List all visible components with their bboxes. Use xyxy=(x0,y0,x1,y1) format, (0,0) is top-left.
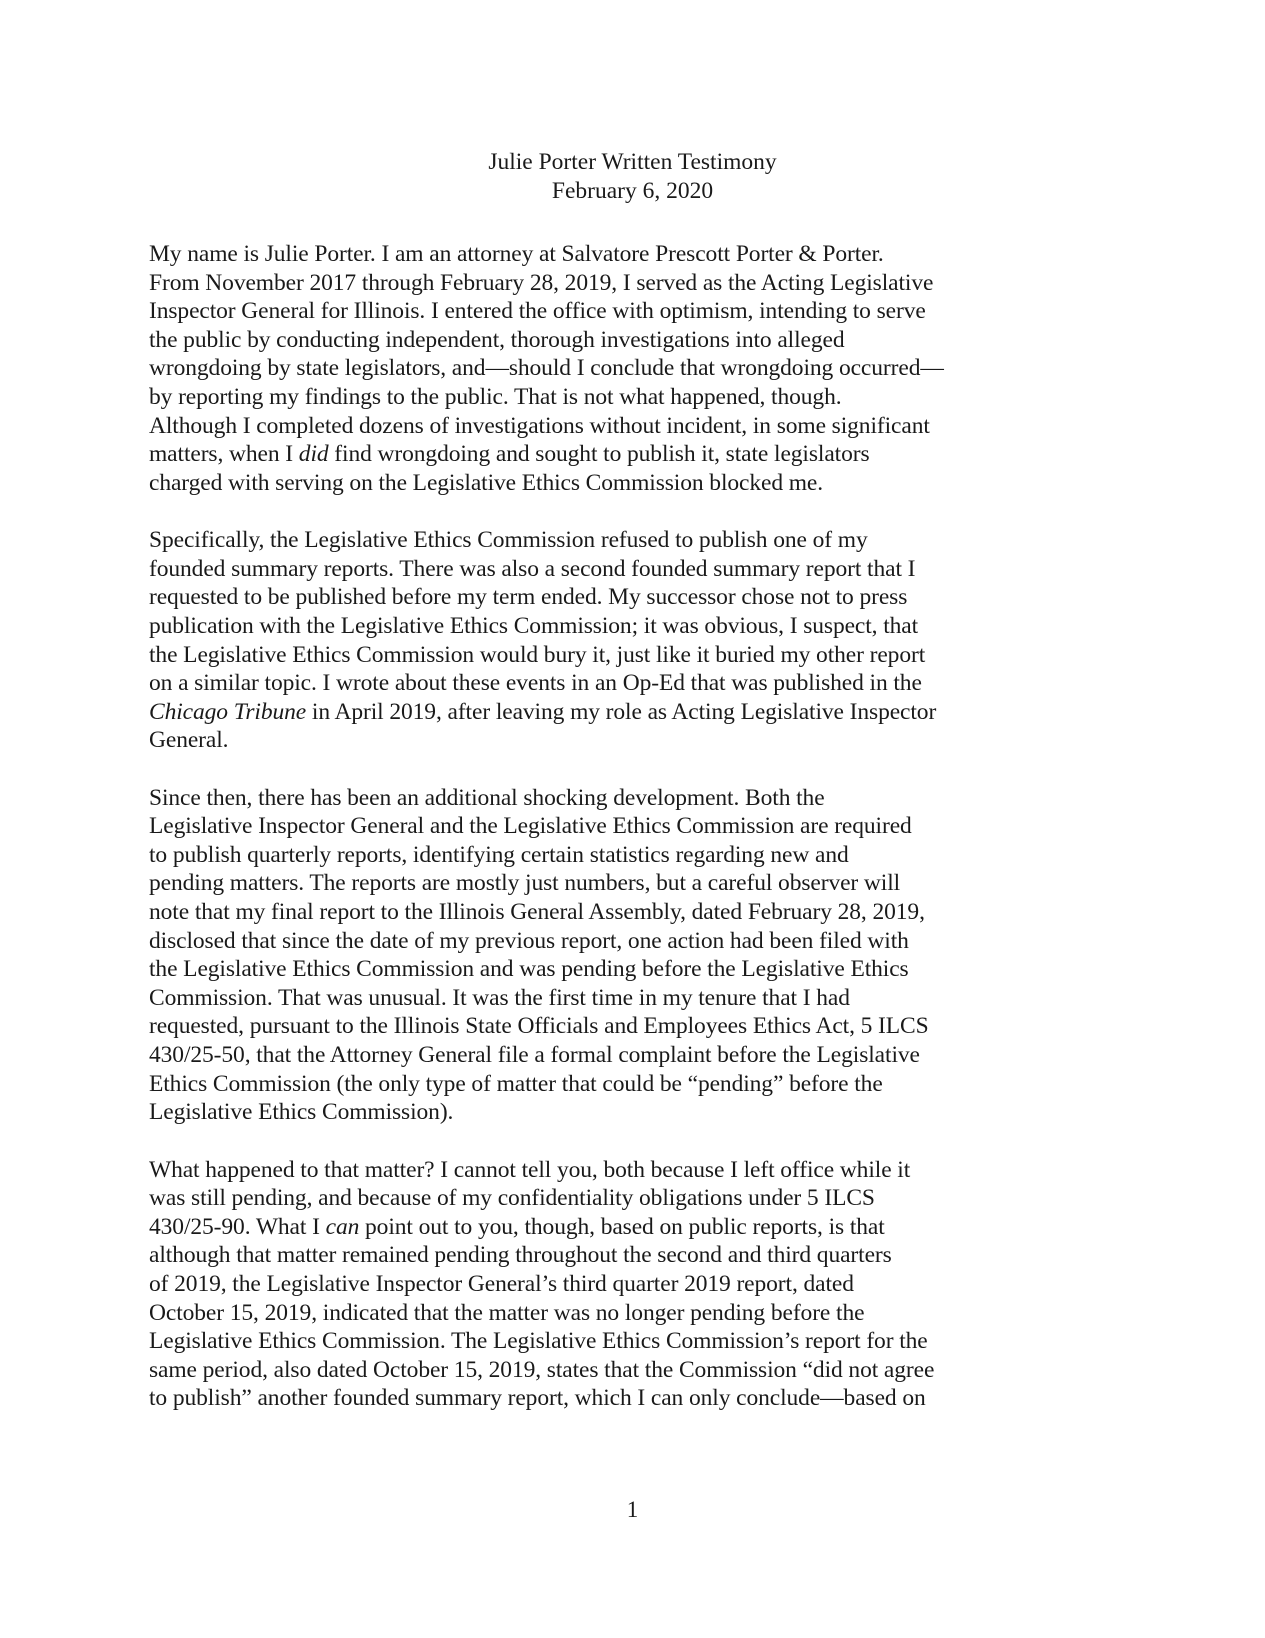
text-run: Legislative Ethics Commission). xyxy=(149,1099,454,1126)
text-run: note that my final report to the Illinois General Assembly, dated February 28, 2019, xyxy=(149,899,925,926)
text-line xyxy=(149,1070,1089,1099)
text-line xyxy=(149,898,1089,927)
text-run: 430/25-50, that the Attorney General file a formal complaint before the Legislative xyxy=(149,1042,920,1069)
text-run: Inspector General for Illinois. I entered the office with optimism, intending to serve xyxy=(149,298,926,325)
paragraph xyxy=(149,526,1089,755)
italic-text: Chicago Tribune xyxy=(149,698,307,725)
text-run: October 15, 2019, indicated that the matter was no longer pending before the xyxy=(149,1299,865,1326)
text-run: point out to you, though, based on public reports, is that xyxy=(359,1213,885,1240)
text-run: matters, when I xyxy=(149,441,299,468)
text-run: same period, also dated October 15, 2019, states that the Commission “did not agree xyxy=(149,1356,935,1383)
text-line xyxy=(149,269,1089,298)
text-run: of 2019, the Legislative Inspector General’s third quarter 2019 report, dated xyxy=(149,1270,854,1297)
text-line xyxy=(149,1299,1089,1328)
italic-text: can xyxy=(325,1213,360,1240)
text-line xyxy=(149,1327,1089,1356)
text-line xyxy=(149,1356,1089,1385)
document-title: Julie Porter Written Testimony xyxy=(488,149,777,175)
text-line xyxy=(149,1184,1089,1213)
italic-text: did xyxy=(298,441,329,468)
text-run: Legislative Inspector General and the Legislative Ethics Commission are required xyxy=(149,813,912,840)
text-run: charged with serving on the Legislative Ethics Commission blocked me. xyxy=(149,469,824,496)
text-line xyxy=(149,240,1089,269)
text-run: Ethics Commission (the only type of matter that could be “pending” before the xyxy=(149,1070,883,1097)
text-line xyxy=(149,869,1089,898)
text-line xyxy=(149,1012,1089,1041)
text-run: Legislative Ethics Commission. The Legislative Ethics Commission’s report for the xyxy=(149,1328,928,1355)
text-run: requested to be published before my term ended. My successor chose not to press xyxy=(149,584,908,611)
text-run: 430/25-90. What I xyxy=(149,1213,326,1240)
text-line xyxy=(149,726,1089,755)
text-run: wrongdoing by state legislators, and—should I conclude that wrongdoing occurred— xyxy=(149,355,944,382)
text-line xyxy=(149,469,1089,498)
text-line xyxy=(149,1041,1089,1070)
text-run: disclosed that since the date of my previous report, one action had been filed with xyxy=(149,927,909,954)
text-line xyxy=(149,526,1089,555)
text-run: Although I completed dozens of investigations without incident, in some significant xyxy=(149,412,930,439)
text-run: publication with the Legislative Ethics Commission; it was obvious, I suspect, that xyxy=(149,612,919,639)
text-run: the public by conducting independent, thorough investigations into alleged xyxy=(149,326,845,353)
text-line xyxy=(149,1156,1089,1185)
page-number: 1 xyxy=(626,1497,639,1522)
text-line xyxy=(149,984,1089,1013)
text-run: Since then, there has been an additional shocking development. Both the xyxy=(149,784,825,811)
document-body xyxy=(149,240,1089,1413)
text-line xyxy=(149,955,1089,984)
text-line xyxy=(149,440,1089,469)
text-run: pending matters. The reports are mostly just numbers, but a careful observer will xyxy=(149,870,901,897)
text-line xyxy=(149,555,1089,584)
paragraph xyxy=(149,784,1089,1127)
text-run: by reporting my findings to the public. That is not what happened, though. xyxy=(149,383,842,410)
text-run: was still pending, and because of my confidentiality obligations under 5 ILCS xyxy=(149,1185,875,1212)
text-run: to publish quarterly reports, identifying certain statistics regarding new and xyxy=(149,841,849,868)
text-line xyxy=(149,583,1089,612)
document-date: February 6, 2020 xyxy=(551,178,714,204)
text-line xyxy=(149,383,1089,412)
text-run: What happened to that matter? I cannot tell you, both because I left office while it xyxy=(149,1156,911,1183)
paragraph xyxy=(149,1156,1089,1413)
text-line xyxy=(149,669,1089,698)
text-line xyxy=(149,927,1089,956)
text-run: on a similar topic. I wrote about these events in an Op-Ed that was published in the xyxy=(149,670,922,697)
text-line xyxy=(149,326,1089,355)
text-run: From November 2017 through February 28, 2019, I served as the Acting Legislative xyxy=(149,269,934,296)
text-line xyxy=(149,1098,1089,1127)
text-run: requested, pursuant to the Illinois State Officials and Employees Ethics Act, 5 ILCS xyxy=(149,1013,929,1040)
document-header xyxy=(0,148,1265,206)
text-run: in April 2019, after leaving my role as Acting Legislative Inspector xyxy=(306,698,937,725)
text-line xyxy=(149,412,1089,441)
text-line xyxy=(149,612,1089,641)
text-run: find wrongdoing and sought to publish it, state legislators xyxy=(328,441,870,468)
text-run: General. xyxy=(149,727,229,754)
text-line xyxy=(149,1270,1089,1299)
text-line xyxy=(149,1213,1089,1242)
text-line xyxy=(149,354,1089,383)
text-run: Commission. That was unusual. It was the first time in my tenure that I had xyxy=(149,984,850,1011)
text-line xyxy=(149,1384,1089,1413)
text-run: the Legislative Ethics Commission and was pending before the Legislative Ethics xyxy=(149,956,909,983)
text-run: My name is Julie Porter. I am an attorney at Salvatore Prescott Porter & Porter. xyxy=(149,241,884,267)
text-line xyxy=(149,812,1089,841)
text-line xyxy=(149,784,1089,813)
text-line xyxy=(149,841,1089,870)
text-run: the Legislative Ethics Commission would bury it, just like it buried my other report xyxy=(149,641,926,668)
text-run: to publish” another founded summary report, which I can only conclude—based on xyxy=(149,1385,926,1412)
text-line xyxy=(149,297,1089,326)
text-run: Specifically, the Legislative Ethics Commission refused to publish one of my xyxy=(149,527,868,554)
paragraph xyxy=(149,240,1089,497)
text-line xyxy=(149,1241,1089,1270)
text-run: founded summary reports. There was also a second founded summary report that I xyxy=(149,555,916,582)
text-run: although that matter remained pending throughout the second and third quarters xyxy=(149,1242,892,1269)
text-line xyxy=(149,641,1089,670)
text-line xyxy=(149,698,1089,727)
